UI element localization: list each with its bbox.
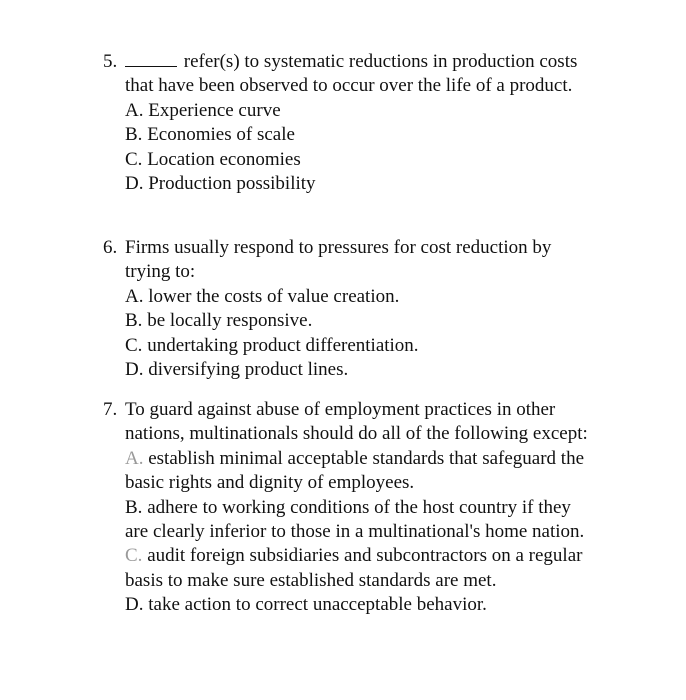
answer-option-a xyxy=(125,99,593,123)
option-letter: A. xyxy=(125,99,144,121)
option-text: lower the costs of value creation. xyxy=(148,285,400,307)
option-text: Economies of scale xyxy=(147,124,295,146)
option-letter: B. xyxy=(125,124,143,146)
option-letter: B. xyxy=(125,310,143,332)
option-text: Location economies xyxy=(147,148,301,170)
question-6 xyxy=(103,236,593,382)
question-text: To guard against abuse of employment practices in other nations, multinationals should do all of the following except: xyxy=(125,399,588,445)
answer-option-b xyxy=(125,123,593,147)
option-letter: B. xyxy=(125,496,143,518)
answer-option-a xyxy=(125,447,593,496)
option-text: diversifying product lines. xyxy=(148,359,349,381)
answer-options xyxy=(103,285,593,383)
question-5 xyxy=(103,50,593,196)
option-text: undertaking product differentiation. xyxy=(147,334,419,356)
question-stem xyxy=(103,398,593,447)
option-text: establish minimal acceptable standards that safeguard the basic rights and dignity of employees. xyxy=(125,447,585,494)
answer-option-b xyxy=(125,496,593,545)
answer-option-d xyxy=(125,358,593,382)
option-letter: A. xyxy=(125,285,144,307)
answer-option-c xyxy=(125,544,593,593)
option-letter: C. xyxy=(125,334,143,356)
option-letter: A. xyxy=(125,447,144,469)
option-text: take action to correct unacceptable behavior. xyxy=(148,594,487,616)
question-text: refer(s) to systematic reductions in production costs that have been observed to occur over the life of a product. xyxy=(125,51,578,97)
option-text: be locally responsive. xyxy=(147,310,313,332)
option-letter: D. xyxy=(125,359,144,381)
option-text: Production possibility xyxy=(148,173,316,195)
option-letter: D. xyxy=(125,173,144,195)
answer-options xyxy=(103,447,593,618)
question-7 xyxy=(103,398,593,618)
question-stem xyxy=(103,50,593,99)
answer-option-d xyxy=(125,593,593,617)
question-stem xyxy=(103,236,593,285)
fill-in-blank xyxy=(125,50,177,67)
option-text: audit foreign subsidiaries and subcontractors on a regular basis to make sure established standards are met. xyxy=(125,545,583,591)
question-text: Firms usually respond to pressures for cost reduction by trying to: xyxy=(125,237,552,283)
answer-option-d xyxy=(125,172,593,196)
answer-option-c xyxy=(125,334,593,358)
answer-option-a xyxy=(125,285,593,309)
answer-option-c xyxy=(125,148,593,172)
question-number: 6. xyxy=(103,237,118,258)
question-number: 5. xyxy=(103,51,118,72)
question-number: 7. xyxy=(103,399,118,420)
answer-options xyxy=(103,99,593,197)
option-letter: D. xyxy=(125,594,144,616)
option-text: adhere to working conditions of the host country if they are clearly inferior to those in a multinational's home nation. xyxy=(125,496,585,543)
answer-option-b xyxy=(125,309,593,333)
option-letter: C. xyxy=(125,545,143,567)
option-letter: C. xyxy=(125,148,143,170)
option-text: Experience curve xyxy=(148,99,281,121)
